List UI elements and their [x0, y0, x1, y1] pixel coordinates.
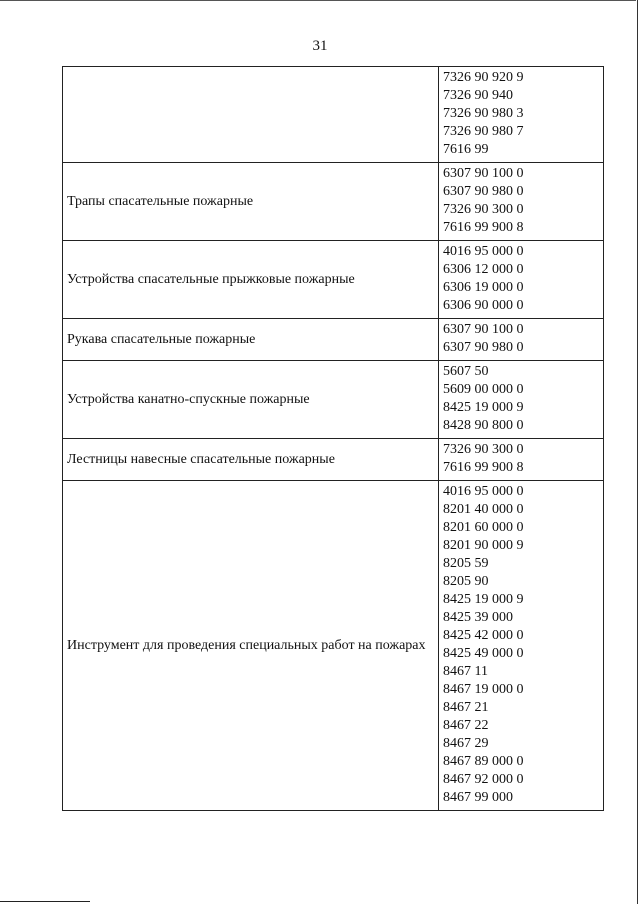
- product-name-cell: Трапы спасательные пожарные: [63, 163, 439, 241]
- tnved-code: 8467 21: [443, 700, 489, 715]
- tnved-code: 8201 90 000 9: [443, 538, 524, 553]
- tnved-code: 6306 12 000 0: [443, 262, 524, 277]
- scan-border-bottom: [0, 901, 90, 902]
- tnved-code: 8425 19 000 9: [443, 592, 524, 607]
- code-cell: [439, 361, 604, 439]
- tnved-code: 5609 00 000 0: [443, 382, 524, 397]
- tnved-code: 7326 90 980 3: [443, 106, 524, 121]
- tnved-code: 7326 90 920 9: [443, 70, 524, 85]
- table-row: [63, 163, 604, 241]
- tnved-code: 4016 95 000 0: [443, 484, 524, 499]
- product-name-cell: Рукава спасательные пожарные: [63, 319, 439, 361]
- table-body: [63, 67, 604, 811]
- tnved-code: 6306 90 000 0: [443, 298, 524, 313]
- scan-border-top: [0, 0, 636, 1]
- table-row: [63, 439, 604, 481]
- tnved-code: 8467 92 000 0: [443, 772, 524, 787]
- tnved-code: 8425 19 000 9: [443, 400, 524, 415]
- table-row: [63, 67, 604, 163]
- tnved-code: 7616 99 900 8: [443, 460, 524, 475]
- page-number: 31: [312, 38, 328, 54]
- tnved-code: 8201 40 000 0: [443, 502, 524, 517]
- tnved-code: 7326 90 940: [443, 88, 513, 103]
- tnved-code: 8425 49 000 0: [443, 646, 524, 661]
- tnved-code: 8425 39 000: [443, 610, 513, 625]
- tnved-code: 8467 99 000: [443, 790, 513, 805]
- product-codes-table: [62, 66, 604, 811]
- tnved-code: 8205 59: [443, 556, 489, 571]
- tnved-code: 7616 99 900 8: [443, 220, 524, 235]
- code-cell: [439, 439, 604, 481]
- table-row: [63, 361, 604, 439]
- code-cell: [439, 163, 604, 241]
- tnved-code: 7326 90 980 7: [443, 124, 524, 139]
- tnved-code: 7326 90 300 0: [443, 442, 524, 457]
- tnved-code: 8201 60 000 0: [443, 520, 524, 535]
- code-cell: [439, 481, 604, 811]
- tnved-code: 6307 90 100 0: [443, 166, 524, 181]
- code-cell: [439, 241, 604, 319]
- tnved-code: 6306 19 000 0: [443, 280, 524, 295]
- product-name-cell: Устройства спасательные прыжковые пожарные: [63, 241, 439, 319]
- code-cell: [439, 319, 604, 361]
- product-name-cell: Устройства канатно-спускные пожарные: [63, 361, 439, 439]
- tnved-code: 6307 90 100 0: [443, 322, 524, 337]
- table-row: [63, 319, 604, 361]
- product-name-cell: Инструмент для проведения специальных работ на пожарах: [63, 481, 439, 811]
- code-cell: [439, 67, 604, 163]
- tnved-code: 7326 90 300 0: [443, 202, 524, 217]
- tnved-code: 8467 29: [443, 736, 489, 751]
- tnved-code: 4016 95 000 0: [443, 244, 524, 259]
- tnved-code: 8425 42 000 0: [443, 628, 524, 643]
- tnved-code: 8205 90: [443, 574, 489, 589]
- scan-border-right: [637, 0, 638, 904]
- tnved-code: 8428 90 800 0: [443, 418, 524, 433]
- tnved-code: 8467 89 000 0: [443, 754, 524, 769]
- product-name-cell: [63, 67, 439, 163]
- table-row: [63, 481, 604, 811]
- tnved-code: 7616 99: [443, 142, 489, 157]
- product-name-cell: Лестницы навесные спасательные пожарные: [63, 439, 439, 481]
- tnved-code: 8467 22: [443, 718, 489, 733]
- tnved-code: 5607 50: [443, 364, 489, 379]
- tnved-code: 8467 11: [443, 664, 488, 679]
- tnved-code: 6307 90 980 0: [443, 340, 524, 355]
- table-row: [63, 241, 604, 319]
- tnved-code: 6307 90 980 0: [443, 184, 524, 199]
- tnved-code: 8467 19 000 0: [443, 682, 524, 697]
